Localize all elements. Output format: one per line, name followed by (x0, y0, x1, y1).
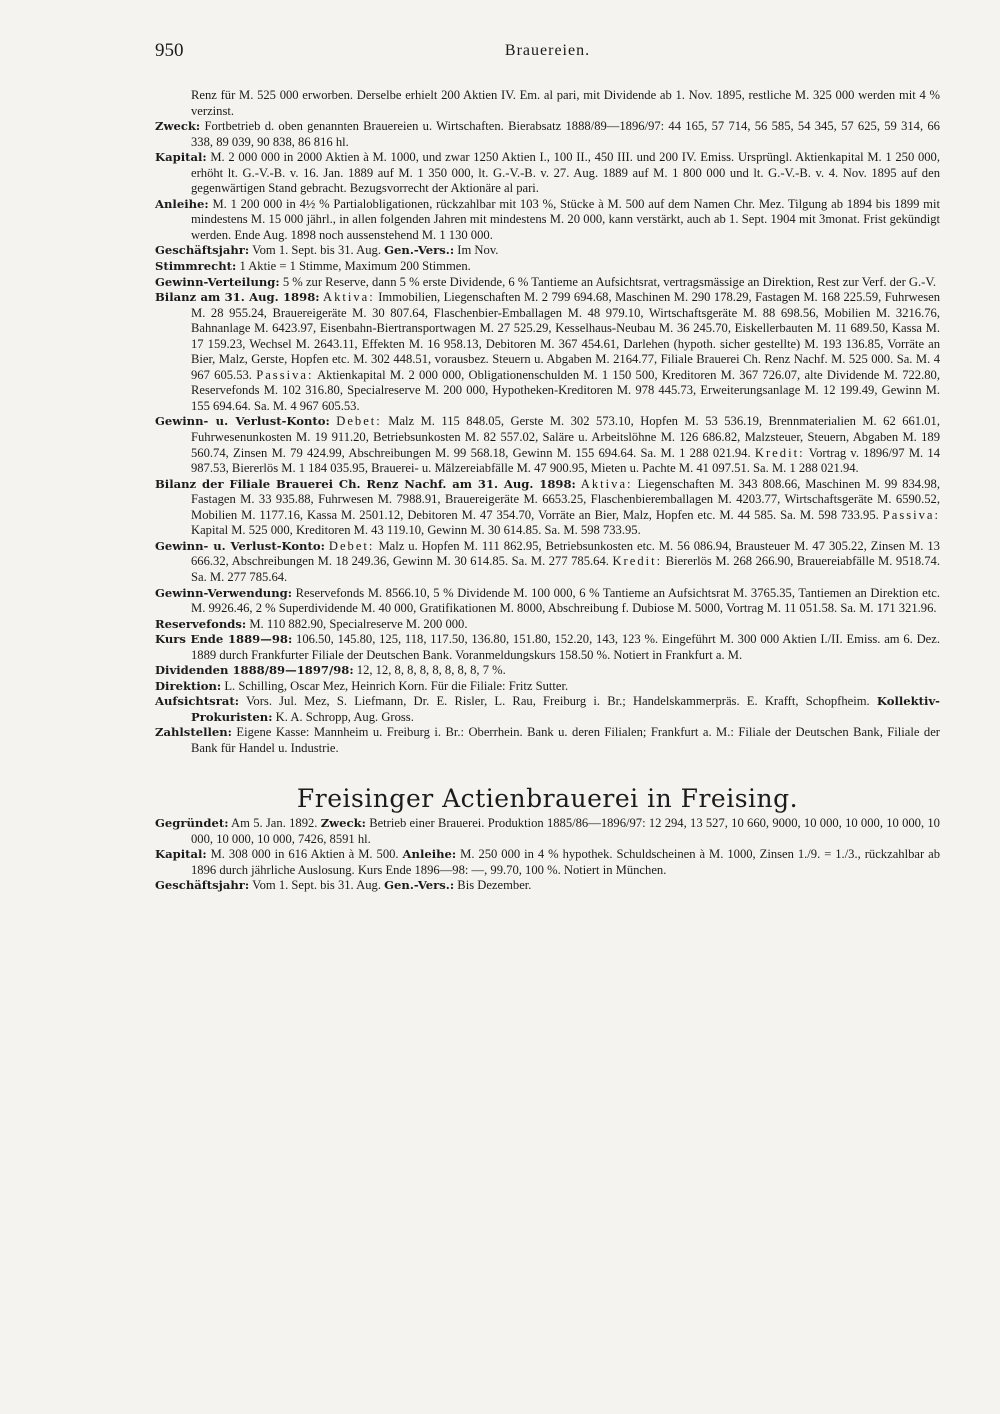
renz-intro: Renz für M. 525 000 erworben. Derselbe erhielt 200 Aktien IV. Em. al pari, mit Dividende ab 1. Nov. 1895, restliche M. 325 000 werden mit 4 % verzinst. (191, 88, 940, 118)
entry-gewinn-verlust-konto: Gewinn- u. Verlust-Konto: Debet: Malz M. 115 848.05, Gerste M. 302 573.10, Hopfen M. 53 536.19, Brennmaterialien M. 62 661.01, Fuhrwesenunkosten M. 19 911.20, Betriebsunkosten M. 82 557.02, Saläre u. Arbeitslöhne M. 126 686.82, Malzsteuer, Steuern, Abgaben M. 189 560.74, Zinsen M. 79 424.99, Abschreibungen M. 99 568.18, Gewinn M. 155 694.64. Sa. M. 1 288 021.94. Kredit: Vortrag v. 1896/97 M. 14 987.53, Biererlös M. 1 184 035.95, Brauerei- u. Mälzereiabfälle M. 47 900.95, Mieten u. Pachte M. 41 097.51. Sa. M. 1 288 021.94. (155, 414, 941, 476)
entry-gewinn-verteilung: Gewinn-Verteilung: 5 % zur Reserve, dann 5 % erste Dividende, 6 % Tantieme an Aufsichtsrat, vertragsmässige an Direktion, Rest zur Verf. der G.-V. (155, 274, 936, 289)
company-title-freising: Freisinger Actienbrauerei in Freising. (296, 783, 799, 813)
running-title: Brauereien. (504, 42, 591, 59)
freising-entry-gegruendet: Gegründet: Am 5. Jan. 1892. Zweck: Betrieb einer Brauerei. Produktion 1885/86—1896/97: 12 294, 13 527, 10 660, 9000, 10 000, 10 000, 10 000, 10 000, 10 000, 10 000, 7426, 8591 hl. (155, 816, 940, 846)
entry-kapital: Kapital: M. 2 000 000 in 2000 Aktien à M. 1000, und zwar 1250 Aktien I., 100 II., 450 III. und 200 IV. Emiss. Ursprüngl. Aktienkapital M. 1 250 000, erhöht lt. G.-V.-B. v. 16. Jan. 1889 auf M. 1 350 000, lt. G.-V.-B. v. 27. Aug. 1889 auf M. 1 800 000 und lt. G.-V.-B. v. 4. Nov. 1895 auf den gegenwärtigen Stand gebracht. Bezugsvorrecht der Aktionäre al pari. (155, 150, 941, 196)
entry-reservefonds: Reservefonds: M. 110 882.90, Specialreserve M. 200 000. (155, 616, 468, 631)
page-number: 950 (155, 40, 184, 61)
entry-geschaeftsjahr: Geschäftsjahr: Vom 1. Sept. bis 31. Aug. Gen.-Vers.: Im Nov. (155, 243, 499, 258)
entry-anleihe: Anleihe: M. 1 200 000 in 4½ % Partialobligationen, rückzahlbar mit 103 %, Stücke à M. 500 auf dem Namen Chr. Mez. Tilgung ab 1894 bis 1899 mit mindestens M. 15 000 jährl., in allen folgenden Jahren mit mindestens M. 20 000, kann verstärkt, auch ab 1. Sept. 1904 mit 3monat. Frist gekündigt werden. Ende Aug. 1898 noch aussenstehend M. 1 130 000. (155, 196, 940, 242)
entry-direktion: Direktion: L. Schilling, Oscar Mez, Heinrich Korn. Für die Filiale: Fritz Sutter. (155, 678, 569, 693)
entry-zahlstellen: Zahlstellen: Eigene Kasse: Mannheim u. Freiburg i. Br.: Oberrhein. Bank u. deren Filialen; Frankfurt a. M.: Filiale der Deutschen Bank, Filiale der Bank für Handel u. Industrie. (155, 725, 940, 755)
entry-bilanz: Bilanz am 31. Aug. 1898: Aktiva: Immobilien, Liegenschaften M. 2 799 694.68, Maschinen M. 290 178.29, Fastagen M. 168 225.59, Fuhrwesen M. 28 955.24, Brauereigeräte M. 30 807.64, Flaschenbier-Emballagen M. 48 979.10, Wirtschaftsgeräte M. 88 698.56, Mobilien M. 3216.76, Bahnanlage M. 6423.97, Eisenbahn-Biertransportwagen M. 27 525.29, Kesselhaus-Neubau M. 36 245.70, Eiskellerbauten M. 11 689.50, Kassa M. 17 159.23, Wechsel M. 2643.11, Effekten M. 16 958.13, Debitoren M. 367 454.61, Darlehen (hypoth. sicher gestellte) M. 193 136.85, Vorräte an Bier, Malz, Gerste, Hopfen etc. M. 302 448.51, vorausbez. Steuern u. Abgaben M. 2164.77, Filiale Brauerei Ch. Renz Nachf. M. 525 000. Sa. M. 4 967 605.53. Passiva: Aktienkapital M. 2 000 000, Obligationenschulden M. 1 150 500, Kreditoren M. 367 726.07, alte Dividende M. 722.80, Reservefonds M. 102 316.80, Specialreserve M. 200 000, Hypotheken-Kreditoren M. 978 445.73, Erweiterungsanlage M. 12 199.49, Gewinn M. 155 694.64. Sa. M. 4 967 605.53. (155, 290, 940, 413)
freising-entry-geschaeftsjahr: Geschäftsjahr: Vom 1. Sept. bis 31. Aug. Gen.-Vers.: Bis Dezember. (155, 878, 532, 893)
entry-aufsichtsrat: Aufsichtsrat: Vors. Jul. Mez, S. Liefmann, Dr. E. Risler, L. Rau, Freiburg i. Br.; Handelskammerpräs. E. Krafft, Schopfheim. Kollektiv-Prokuristen: K. A. Schropp, Aug. Gross. (155, 694, 940, 724)
entry-filiale-gewinn-verlust: Gewinn- u. Verlust-Konto: Debet: Malz u. Hopfen M. 111 862.95, Betriebsunkosten etc. M. 56 086.94, Brausteuer M. 47 305.22, Zinsen M. 13 666.32, Abschreibungen M. 18 249.36, Gewinn M. 30 614.85. Sa. M. 277 785.64. Kredit: Biererlös M. 268 266.90, Brauereiabfälle M. 9518.74. Sa. M. 277 785.64. (155, 538, 941, 584)
entry-gewinn-verwendung: Gewinn-Verwendung: Reservefonds M. 8566.10, 5 % Dividende M. 100 000, 6 % Tantieme an Aufsichtsrat M. 3765.35, Tantiemen an Direktion etc. M. 9926.46, 2 % Superdividende M. 40 000, Gratifikationen M. 8000, Abschreibung f. Dubiose M. 5000, Vortrag M. 11 051.58. Sa. M. 171 321.96. (155, 585, 940, 616)
entry-dividenden: Dividenden 1888/89—1897/98: 12, 12, 8, 8, 8, 8, 8, 8, 8, 7 %. (155, 663, 506, 678)
entry-filiale-bilanz: Bilanz der Filiale Brauerei Ch. Renz Nachf. am 31. Aug. 1898: Aktiva: Liegenschaften M. 343 808.66, Maschinen M. 99 834.98, Fastagen M. 33 935.88, Fuhrwesen M. 7988.91, Brauereigeräte M. 6653.25, Flaschenbieremballagen M. 4203.77, Wirtschaftsgeräte M. 6590.52, Mobilien M. 1177.16, Kassa M. 2501.12, Debitoren M. 47 354.70, Vorräte an Bier, Malz, Hopfen etc. M. 44 585. Sa. M. 598 733.95. Passiva: Kapital M. 525 000, Kreditoren M. 43 119.10, Gewinn M. 30 614.85. Sa. M. 598 733.95. (155, 476, 940, 538)
page-header (155, 40, 940, 66)
entry-stimmrecht: Stimmrecht: 1 Aktie = 1 Stimme, Maximum 200 Stimmen. (155, 259, 471, 274)
freising-entry-kapital: Kapital: M. 308 000 in 616 Aktien à M. 500. Anleihe: M. 250 000 in 4 % hypothek. Schuldscheinen à M. 1000, Zinsen 1./9. = 1./3., rückzahlbar ab 1896 durch jährliche Auslosung. Kurs Ende 1896—98: —, 99.70, 100 %. Notiert in München. (155, 847, 940, 877)
entry-kurs: Kurs Ende 1889—98: 106.50, 145.80, 125, 118, 117.50, 136.80, 151.80, 152.20, 143, 123 %. Eingeführt M. 300 000 Aktien I./II. Emiss. am 6. Dez. 1889 durch Frankfurter Filiale der Deutschen Bank. Voranmeldungskurs 158.50 %. Notiert in Frankfurt a. M. (155, 632, 940, 662)
entry-zweck: Zweck: Fortbetrieb d. oben genannten Brauereien u. Wirtschaften. Bierabsatz 1888/89—1896/97: 44 165, 57 714, 56 585, 54 345, 57 625, 59 314, 66 338, 89 039, 90 838, 86 816 hl. (155, 119, 940, 149)
page-body (155, 88, 940, 894)
